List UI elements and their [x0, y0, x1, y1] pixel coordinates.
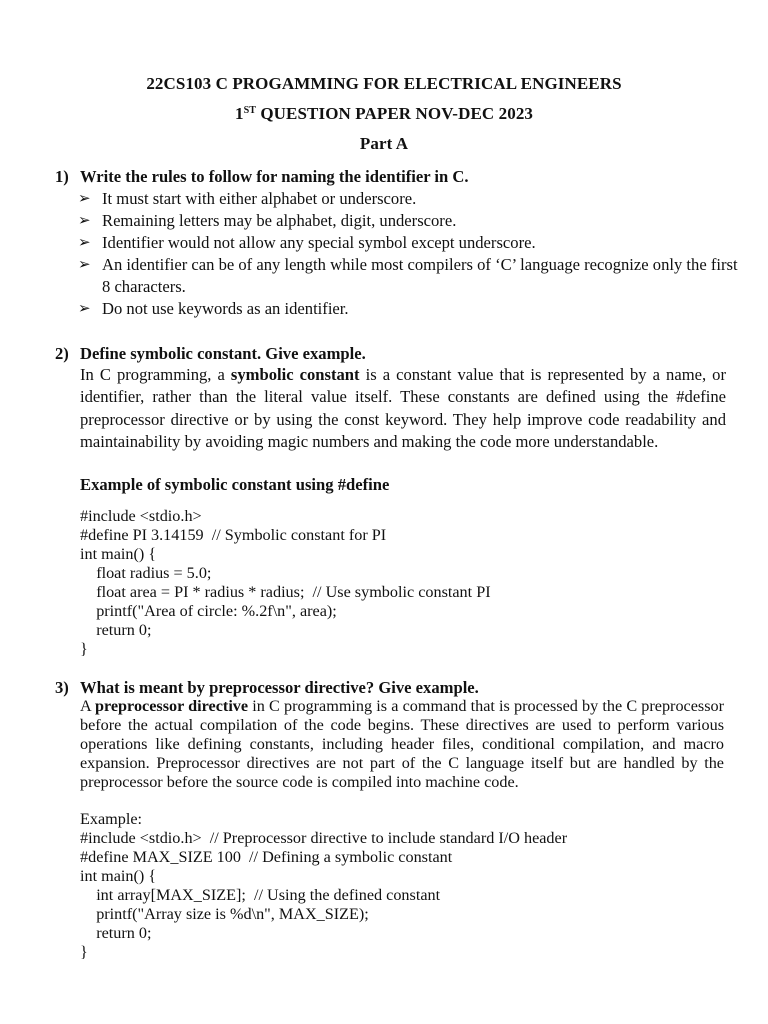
- question-3-number: 3): [55, 678, 69, 697]
- bullet-text: An identifier can be of any length while most compilers of ‘C’ language recognize only the first 8 characters.: [102, 255, 738, 296]
- list-item: [78, 188, 738, 210]
- question-3-answer: [80, 697, 724, 792]
- list-item: [78, 298, 738, 320]
- question-3-text: What is meant by preprocessor directive? Give example.: [80, 678, 479, 697]
- question-2: [55, 344, 366, 364]
- paper-ordinal: 1: [234, 104, 244, 123]
- question-3: [55, 678, 479, 698]
- part-heading: Part A: [359, 134, 409, 153]
- question-1: [55, 167, 469, 187]
- answer-bold-term: symbolic constant: [230, 365, 360, 384]
- answer-text-start: In C programming, a: [80, 365, 231, 384]
- arrow-bullet-icon: ➢: [78, 235, 91, 251]
- arrow-bullet-icon: ➢: [78, 257, 91, 273]
- answer-text-rest: in C programming is a command that is processed by the C preprocessor before the actual compilation of the code begins. These directives are used to perform various operations like defining constants, including header files, conditional compilation, and macro expansion. Preprocessor directives are not part of the C language itself but are handled by the preprocessor before the source code is compiled into machine code.: [80, 697, 724, 791]
- question-1-text: Write the rules to follow for naming the identifier in C.: [80, 167, 469, 186]
- question-1-bullet-list: [78, 188, 738, 320]
- question-2-answer: [80, 364, 726, 454]
- answer-text-start: A: [80, 697, 95, 715]
- arrow-bullet-icon: ➢: [78, 191, 91, 207]
- arrow-bullet-icon: ➢: [78, 301, 91, 317]
- question-3-code-block: #include <stdio.h> // Preprocessor directive to include standard I/O header #define MAX_SIZE 100 // Defining a symbolic constant int main() { int array[MAX_SIZE]; // Using the defined constant printf("Array size is %d\n", MAX_SIZE); return 0; }: [80, 829, 568, 961]
- bullet-text: Identifier would not allow any special symbol except underscore.: [102, 233, 536, 252]
- paper-title: [0, 104, 768, 124]
- answer-bold-term: preprocessor directive: [94, 697, 249, 715]
- course-title: 22CS103 C PROGAMMING FOR ELECTRICAL ENGINEERS: [146, 74, 622, 93]
- question-2-text: Define symbolic constant. Give example.: [80, 344, 366, 363]
- question-2-number: 2): [55, 344, 69, 363]
- question-2-example-heading: Example of symbolic constant using #define: [80, 475, 390, 494]
- list-item: [78, 232, 738, 254]
- question-3-example-label: Example:: [80, 810, 143, 828]
- bullet-text: Remaining letters may be alphabet, digit, underscore.: [102, 211, 457, 230]
- question-2-code-block: #include <stdio.h> #define PI 3.14159 // Symbolic constant for PI int main() { float radius = 5.0; float area = PI * radius * radius; // Use symbolic constant PI printf("Area of circle: %.2f\n", area); return 0; }: [80, 507, 491, 658]
- paper-title-rest: QUESTION PAPER NOV-DEC 2023: [256, 104, 534, 123]
- arrow-bullet-icon: ➢: [78, 213, 91, 229]
- answer-text-rest: is a constant value that is represented by a name, or identifier, rather than the literal value itself. These constants are defined using the #define preprocessor directive or by using the const keyword. They help improve code readability and maintainability by avoiding magic numbers and making the code more understandable.: [80, 365, 727, 452]
- question-1-number: 1): [55, 167, 69, 186]
- bullet-text: It must start with either alphabet or underscore.: [102, 189, 417, 208]
- list-item: [78, 254, 738, 298]
- list-item: [78, 210, 738, 232]
- paper-ordinal-suffix: ST: [243, 105, 256, 116]
- bullet-text: Do not use keywords as an identifier.: [102, 299, 349, 318]
